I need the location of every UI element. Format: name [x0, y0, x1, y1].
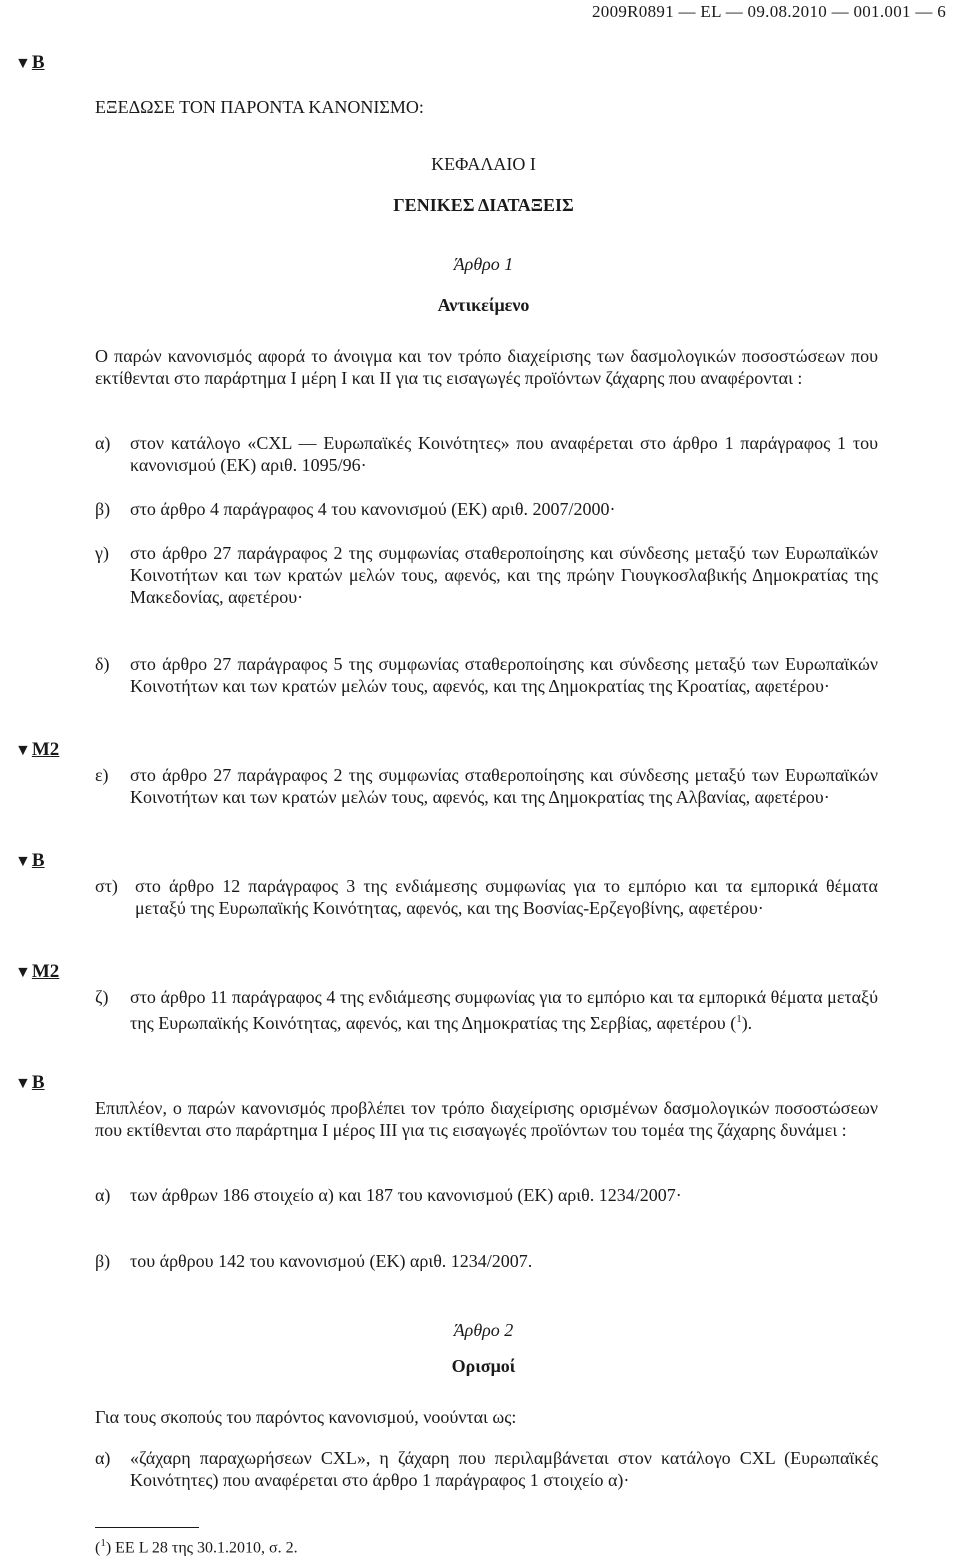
list-item: στ) στο άρθρο 12 παράγραφος 3 της ενδιάμεσης συμφωνίας για το εμπόριο και τα εμπορικά θέματα μεταξύ της Ευρωπαϊκής Κοινότητας, αφενός, και της Βοσνίας-Ερζεγοβίνης, αφετέρου·	[95, 876, 878, 918]
list-item: α) «ζάχαρη παραχωρήσεων CXL», η ζάχαρη που περιλαμβάνεται στον κατάλογο CXL (Ευρωπαϊκές Κοινότητες) που αναφέρεται στο άρθρο 1 παράγραφος 1 στοιχείο α)·	[95, 1448, 878, 1490]
article-title: Αντικείμενο	[437, 295, 530, 315]
list-item: ε) στο άρθρο 27 παράγραφος 2 της συμφωνίας σταθεροποίησης και σύνδεσης μεταξύ των Ευρωπαϊκών Κοινοτήτων και των κρατών μελών τους, αφενός, και της Δημοκρατίας της Αλβανίας, αφετέρου·	[95, 765, 878, 807]
amendment-marker[interactable]: ▼M2	[15, 739, 60, 760]
list-item: α) των άρθρων 186 στοιχείο α) και 187 του κανονισμού (ΕΚ) αριθ. 1234/2007·	[95, 1185, 682, 1205]
triangle-down-icon: ▼	[15, 1075, 31, 1092]
list-item: γ) στο άρθρο 27 παράγραφος 2 της συμφωνίας σταθεροποίησης και σύνδεσης μεταξύ των Ευρωπαϊκών Κοινοτήτων και των κρατών μελών τους, αφενός, και της πρώην Γιουγκοσλαβικής Δημοκρατίας της Μακεδονίας, αφετέρου·	[95, 543, 878, 607]
chapter-number: ΚΕΦΑΛΑΙΟ I	[431, 154, 536, 174]
amendment-marker[interactable]: ▼M2	[15, 961, 60, 982]
footnote: ($^1$) ΕΕ L 28 της 30.1.2010, σ. 2.	[95, 1537, 298, 1557]
document-header: 2009R0891 — EL — 09.08.2010 — 001.001 — 6	[591, 2, 946, 21]
amendment-marker[interactable]: ▼B	[15, 52, 45, 73]
preamble: ΕΞΕΔΩΣΕ ΤΟΝ ΠΑΡΟΝΤΑ ΚΑΝΟΝΙΣΜΟ:	[95, 97, 424, 117]
amendment-marker[interactable]: ▼B	[15, 1072, 45, 1093]
list-item: ζ) στο άρθρο 11 παράγραφος 4 της ενδιάμεσης συμφωνίας για το εμπόριο και τα εμπορικά θέματα μεταξύ της Ευρωπαϊκής Κοινότητας, αφενός, και της Δημοκρατίας της Σερβίας, αφετέρου ($^1$).	[95, 987, 878, 1033]
article-paragraph: Επιπλέον, ο παρών κανονισμός προβλέπει τον τρόπο διαχείρισης ορισμένων δασμολογικών ποσοστώσεων που εκτίθενται στο παράρτημα I μέρος III για τις εισαγωγές προϊόντων του τομέα της ζάχαρης δυνάμει :	[95, 1098, 878, 1140]
list-item: δ) στο άρθρο 27 παράγραφος 5 της συμφωνίας σταθεροποίησης και σύνδεσης μεταξύ των Ευρωπαϊκών Κοινοτήτων και των κρατών μελών τους, αφενός, και της Δημοκρατίας της Κροατίας, αφετέρου·	[95, 654, 878, 696]
amendment-marker[interactable]: ▼B	[15, 850, 45, 871]
article-title: Ορισμοί	[451, 1356, 516, 1376]
article-number: Άρθρο 1	[453, 254, 514, 274]
article-number: Άρθρο 2	[453, 1320, 514, 1340]
chapter-title: ΓΕΝΙΚΕΣ ΔΙΑΤΑΞΕΙΣ	[393, 195, 574, 215]
list-item: α) στον κατάλογο «CXL — Ευρωπαϊκές Κοινότητες» που αναφέρεται στο άρθρο 1 παράγραφος 1 του κανονισμού (ΕΚ) αριθ. 1095/96·	[95, 433, 878, 475]
triangle-down-icon: ▼	[15, 55, 31, 72]
article-intro: Ο παρών κανονισμός αφορά το άνοιγμα και τον τρόπο διαχείρισης των δασμολογικών ποσοστώσεων που εκτίθενται στο παράρτημα I μέρη I και II για τις εισαγωγές προϊόντων ζάχαρης που αναφέρονται :	[95, 346, 878, 388]
list-item: β) στο άρθρο 4 παράγραφος 4 του κανονισμού (ΕΚ) αριθ. 2007/2000·	[95, 499, 616, 519]
list-item: β) του άρθρου 142 του κανονισμού (ΕΚ) αριθ. 1234/2007.	[95, 1251, 533, 1271]
footnote-separator	[95, 1527, 199, 1528]
triangle-down-icon: ▼	[15, 742, 31, 759]
article-intro: Για τους σκοπούς του παρόντος κανονισμού, νοούνται ως:	[95, 1407, 517, 1427]
triangle-down-icon: ▼	[15, 964, 31, 981]
triangle-down-icon: ▼	[15, 853, 31, 870]
footnote-ref[interactable]: 1	[736, 1013, 742, 1025]
